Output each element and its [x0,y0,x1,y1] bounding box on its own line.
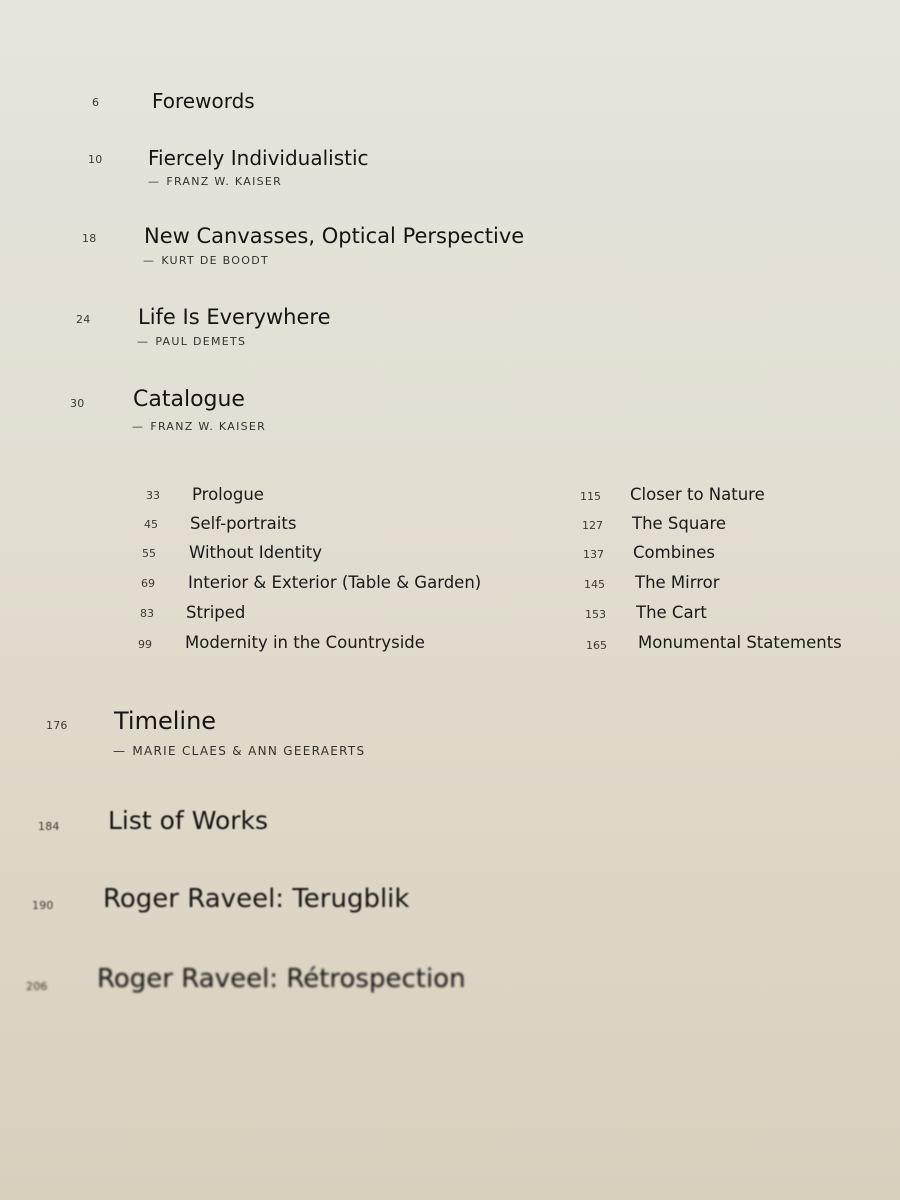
sub-entry-title: Closer to Nature [630,485,765,504]
entry-author [143,254,269,267]
page-number: 184 [38,820,60,833]
sub-entry-title: Striped [186,603,246,622]
entry-title: New Canvasses, Optical Perspective [144,224,525,248]
entry-author [148,175,282,188]
sub-entry-title: Interior & Exterior (Table & Garden) [188,573,482,592]
sub-page-number: 33 [146,489,160,502]
sub-entry-title: Combines [633,543,715,562]
entry-title: Fiercely Individualistic [148,146,369,170]
author-name: KURT DE BOODT [161,254,270,267]
sub-entry-title: Without Identity [189,543,322,562]
entry-title: List of Works [108,806,269,835]
sub-entry-title: Modernity in the Countryside [185,633,425,652]
sub-page-number: 165 [586,639,607,652]
entry-title: Forewords [152,89,255,113]
page-number: 18 [82,232,97,245]
sub-page-number: 83 [140,607,154,620]
entry-title: Timeline [114,707,217,735]
author-name: FRANZ W. KAISER [166,175,283,188]
sub-page-number: 55 [142,547,156,560]
author-name: PAUL DEMETS [155,335,247,348]
entry-title: Catalogue [133,387,245,412]
page-number: 176 [46,719,68,732]
entry-title: Roger Raveel: Terugblik [103,884,410,914]
sub-entry-title: The Cart [636,603,707,622]
sub-entry-title: The Mirror [635,573,720,592]
author-dash: — [113,744,127,758]
sub-entry-title: Self-portraits [190,514,297,533]
page-number: 30 [70,397,85,410]
author-dash: — [132,420,145,433]
sub-entry-title: Monumental Statements [638,633,842,652]
sub-page-number: 115 [580,490,601,503]
sub-entry-title: Prologue [192,485,264,504]
sub-page-number: 69 [141,577,155,590]
entry-author [132,420,266,433]
author-dash: — [148,175,161,188]
sub-page-number: 153 [585,608,606,621]
author-name: FRANZ W. KAISER [150,420,267,433]
author-name: MARIE CLAES & ANN GEERAERTS [132,744,366,758]
sub-page-number: 127 [582,519,603,532]
author-dash: — [137,335,150,348]
page-number: 10 [88,153,103,166]
entry-title: Life Is Everywhere [138,305,331,329]
sub-page-number: 99 [138,638,152,651]
entry-title: Roger Raveel: Rétrospection [97,964,466,994]
sub-page-number: 145 [584,578,605,591]
page-number: 24 [76,313,91,326]
sub-entry-title: The Square [632,514,727,533]
entry-author [137,335,246,348]
author-dash: — [143,254,156,267]
entry-author [113,744,365,758]
page-number: 6 [92,96,100,109]
sub-page-number: 137 [583,548,604,561]
page-number: 206 [26,980,48,993]
sub-page-number: 45 [144,518,158,531]
page-number: 190 [32,899,54,912]
